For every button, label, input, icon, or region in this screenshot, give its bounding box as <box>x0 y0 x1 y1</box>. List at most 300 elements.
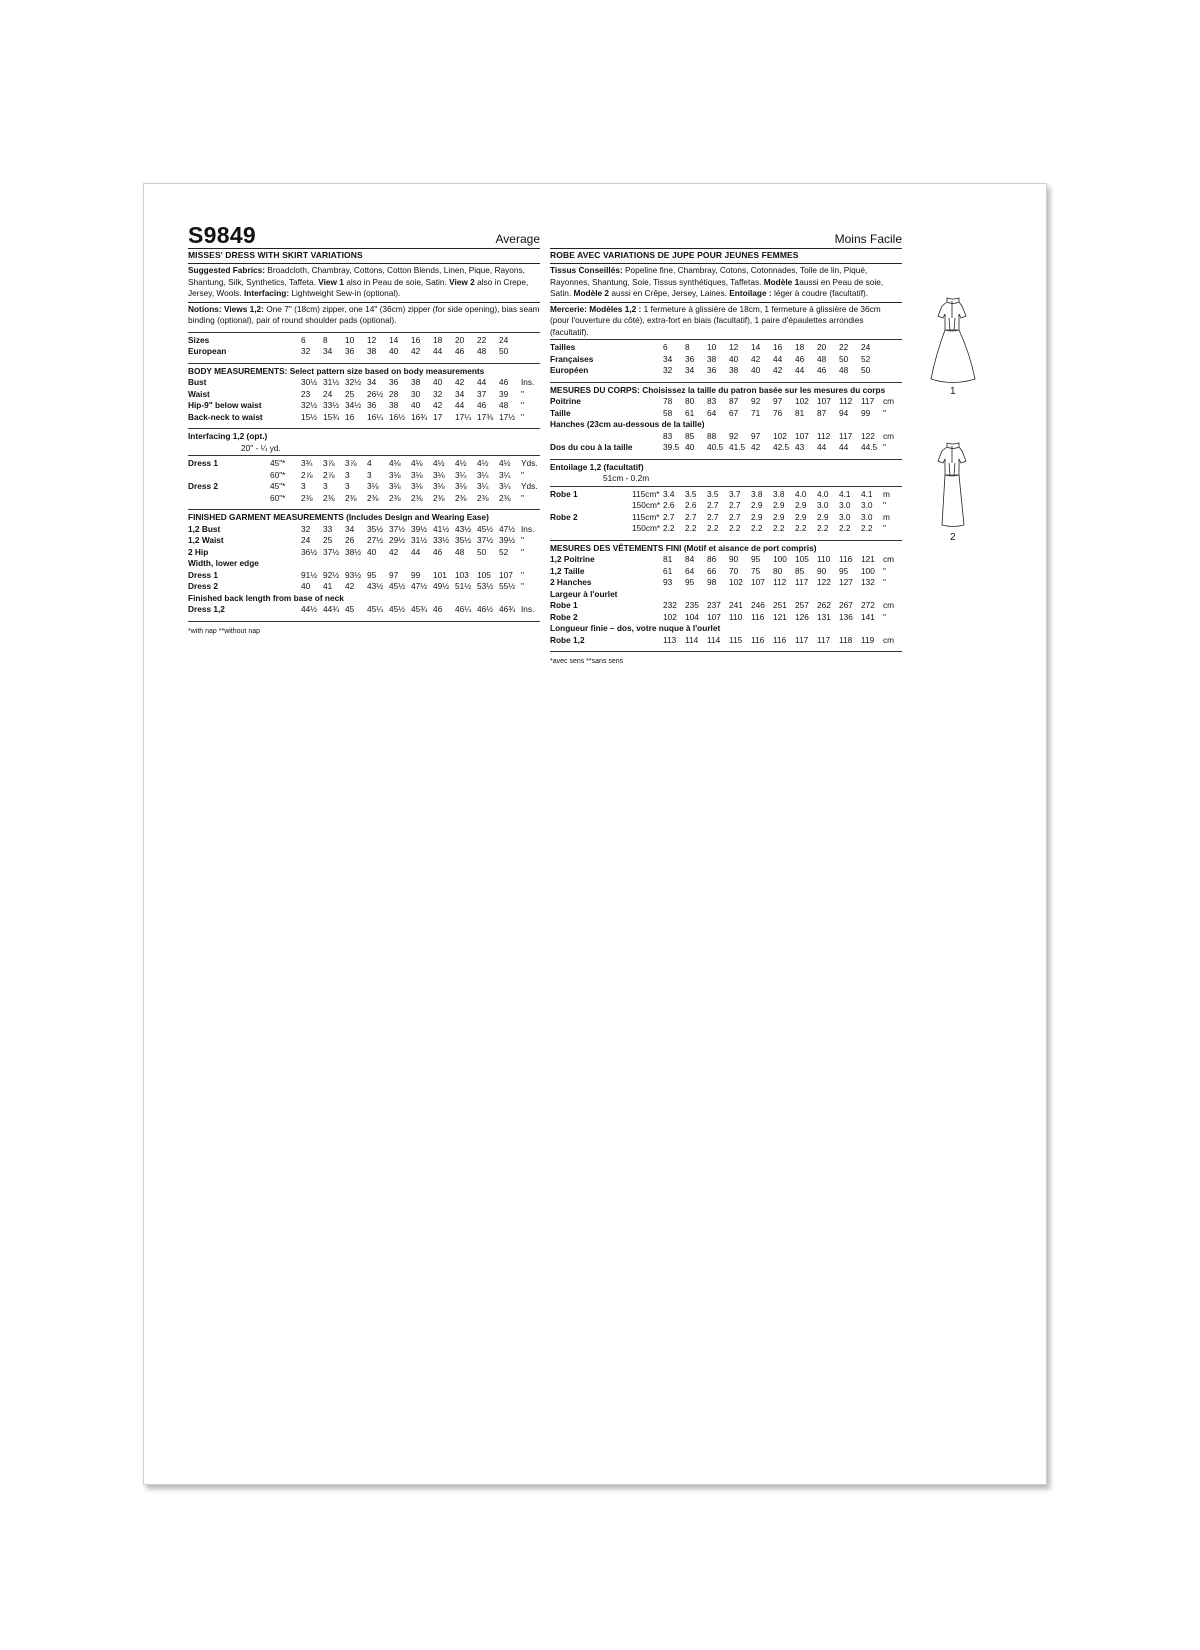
table-cell: 40 <box>411 400 421 410</box>
table-cell: 112 <box>817 430 831 441</box>
table-cell <box>270 604 301 616</box>
table-cell: 38 <box>389 400 399 410</box>
interfacing-label: Interfacing: <box>243 288 290 298</box>
table-cell: 115 <box>729 634 743 645</box>
table-cell: 30 <box>411 388 421 399</box>
english-column <box>188 224 540 636</box>
table-cell: 4⅛ <box>411 458 423 468</box>
table-cell: 29½ <box>389 535 406 545</box>
body-measurements-heading: BODY MEASUREMENTS: Select pattern size based on body measurements <box>188 365 485 376</box>
table-cell: 43 <box>795 442 805 452</box>
table-cell: 2.2 <box>751 523 763 533</box>
table-cell: 3⅛ <box>367 481 379 491</box>
table-cell: 251 <box>773 600 787 610</box>
table-cell: 33 <box>323 523 333 534</box>
table-cell <box>632 408 663 420</box>
table-row <box>188 389 540 401</box>
table-cell: 3⅛ <box>389 469 401 480</box>
row-label: Hanches (23cm au-dessous de la taille) <box>550 419 705 429</box>
table-row <box>550 489 902 501</box>
table-cell: " <box>883 523 886 533</box>
table-cell: " <box>521 546 524 557</box>
table-cell: 36 <box>345 346 355 356</box>
table-cell: cm <box>883 396 895 406</box>
table-cell: 81 <box>663 554 673 564</box>
table-cell: 48 <box>839 365 849 375</box>
row-label: 2 Hip <box>188 546 209 557</box>
table-cell: 42 <box>455 377 465 387</box>
table-cell: 122 <box>861 430 875 441</box>
fabrics-label: Suggested Fabrics: <box>188 265 265 275</box>
table-cell <box>632 600 663 612</box>
table-cell: 237 <box>707 600 721 610</box>
table-cell: 60"* <box>270 492 286 503</box>
table-cell: 80 <box>685 396 695 406</box>
table-cell: 45 <box>345 604 355 614</box>
table-cell: 2.9 <box>773 500 785 510</box>
table-cell: 39½ <box>411 523 428 534</box>
table-cell: 91½ <box>301 569 318 580</box>
row-label: 1,2 Taille <box>550 565 585 576</box>
table-cell <box>632 577 663 589</box>
pattern-envelope-back <box>143 183 1047 1485</box>
difficulty-level: Average <box>495 232 540 246</box>
table-cell: 18 <box>795 342 805 352</box>
table-cell: 49½ <box>433 581 450 591</box>
table-cell: 45"* <box>270 481 286 491</box>
table-cell: " <box>883 611 886 622</box>
row-label: 1,2 Waist <box>188 535 224 545</box>
row-label <box>550 523 632 535</box>
divider <box>550 263 902 264</box>
interfacing-heading: Entoilage 1,2 (facultatif) <box>550 461 644 472</box>
table-row <box>550 554 902 566</box>
divider <box>188 455 540 456</box>
table-cell: 2⅜ <box>367 492 379 503</box>
table-cell <box>632 442 663 454</box>
table-cell: 46 <box>433 604 443 614</box>
table-cell: 50 <box>861 365 871 375</box>
table-cell: 107 <box>751 577 765 587</box>
table-cell: 41 <box>323 581 333 591</box>
finished-measurements-table <box>550 554 902 646</box>
table-cell: 34 <box>663 353 673 364</box>
table-cell: 117 <box>795 634 809 645</box>
table-cell: 84 <box>685 554 695 564</box>
table-cell: 95 <box>367 569 377 580</box>
table-cell: 3¾ <box>301 458 313 468</box>
table-cell: " <box>521 388 524 399</box>
notions-paragraph <box>550 304 902 339</box>
table-cell: 126 <box>795 611 809 622</box>
view2-text: also in Crepe, Jersey, Wools. <box>188 276 529 298</box>
table-cell: 55½ <box>499 581 516 591</box>
table-cell: 3⅛ <box>389 481 401 491</box>
row-label: Robe 1 <box>550 600 578 610</box>
notions-text: One 7" (18cm) zipper, one 14" (36cm) zipper (for side opening), bias seam binding (optional), pair of round shoulder pads (optional). <box>188 303 540 325</box>
table-row <box>188 470 540 482</box>
table-cell: 44 <box>839 442 849 452</box>
table-cell: 15¾ <box>323 411 340 422</box>
table-cell: 40 <box>433 377 443 387</box>
table-cell: 40 <box>729 353 739 364</box>
table-cell: 6 <box>663 342 668 352</box>
table-row <box>550 419 902 431</box>
row-label: Dress 1 <box>188 458 218 468</box>
table-cell: 3 <box>323 481 328 491</box>
table-cell: 2.9 <box>795 500 807 510</box>
divider <box>550 651 902 652</box>
finished-measurements-table <box>188 524 540 616</box>
table-cell: 4½ <box>499 458 511 468</box>
table-cell: " <box>521 411 524 422</box>
pattern-code: S9849 <box>188 222 257 248</box>
table-cell: 2.7 <box>729 500 741 510</box>
table-cell: 232 <box>663 600 677 610</box>
table-cell: 3⅛ <box>455 481 467 491</box>
table-row <box>188 581 540 593</box>
table-cell: 2⅜ <box>323 492 335 503</box>
table-cell <box>632 342 663 354</box>
table-row <box>188 346 540 358</box>
table-cell: 44 <box>455 400 465 410</box>
table-cell: 36 <box>389 377 399 387</box>
table-row <box>188 400 540 412</box>
table-cell: 92 <box>751 396 761 406</box>
table-cell: 2.9 <box>795 511 807 522</box>
table-cell: 24 <box>499 334 509 345</box>
table-cell: 52 <box>499 546 509 557</box>
table-cell: 32 <box>433 388 443 399</box>
table-cell: 40 <box>751 365 761 375</box>
table-cell <box>521 346 540 358</box>
table-row <box>188 335 540 347</box>
table-cell: 132 <box>861 577 875 587</box>
table-cell: Ins. <box>521 377 535 387</box>
row-label <box>550 431 632 443</box>
table-cell: 117 <box>839 430 853 441</box>
table-cell: 26 <box>345 535 355 545</box>
table-cell: 8 <box>685 342 690 352</box>
table-cell: 48 <box>455 546 465 557</box>
table-cell: 3⅛ <box>433 469 445 480</box>
table-cell: 4½ <box>477 458 489 468</box>
table-cell: 97 <box>773 396 783 406</box>
table-cell: 2.7 <box>707 511 719 522</box>
row-label: Dress 1 <box>188 569 218 580</box>
table-cell: 88 <box>707 430 717 441</box>
table-cell: 150cm* <box>632 523 661 533</box>
table-cell: 3.5 <box>685 488 697 499</box>
divider <box>550 382 902 383</box>
table-cell: 2.7 <box>729 511 741 522</box>
interfacing-label: Entoilage : <box>729 288 772 298</box>
table-cell: 16¾ <box>411 411 428 422</box>
table-cell <box>632 431 663 443</box>
divider <box>550 486 902 487</box>
table-cell: 46 <box>477 400 487 410</box>
table-cell: " <box>883 500 886 510</box>
table-cell: 32½ <box>301 400 318 410</box>
table-cell: 98 <box>707 577 717 587</box>
table-cell: 42 <box>389 546 399 557</box>
table-cell: 95 <box>839 565 849 576</box>
view2-label: Modèle 2 <box>573 288 610 298</box>
notions-label: Notions: Views 1,2: <box>188 303 264 314</box>
table-cell: 42 <box>433 400 443 410</box>
table-cell: 38 <box>707 353 717 364</box>
pattern-title: ROBE AVEC VARIATIONS DE JUPE POUR JEUNES FEMMES <box>550 250 799 260</box>
table-cell: 40 <box>301 581 311 591</box>
table-cell: 83 <box>707 396 717 406</box>
table-cell: 46 <box>433 546 443 557</box>
table-cell: Yds. <box>521 481 538 491</box>
table-cell: 246 <box>751 600 765 610</box>
table-cell: 33½ <box>433 535 450 545</box>
table-cell: 80 <box>773 565 783 576</box>
table-cell <box>883 354 902 366</box>
table-cell: 4.1 <box>839 488 851 499</box>
row-label: Taille <box>550 407 571 418</box>
table-cell: 44½ <box>301 604 318 614</box>
table-cell: 40.5 <box>707 442 724 452</box>
table-cell: 2.2 <box>861 523 873 533</box>
table-cell: 2.6 <box>685 500 697 510</box>
table-cell: 127 <box>839 577 853 587</box>
table-cell: 3 <box>367 469 372 480</box>
table-cell: 44 <box>477 377 487 387</box>
table-cell: 27½ <box>367 535 384 545</box>
table-cell: 235 <box>685 600 699 610</box>
table-cell: 17⅜ <box>477 411 494 422</box>
table-cell: 2.2 <box>707 523 719 533</box>
table-cell: 131 <box>817 611 831 622</box>
table-cell: 34 <box>367 377 377 387</box>
table-cell: 64 <box>707 407 717 418</box>
table-cell: 45½ <box>389 604 406 614</box>
table-cell: 118 <box>839 634 853 645</box>
table-row <box>550 612 902 624</box>
table-cell: 257 <box>795 600 809 610</box>
table-cell: 116 <box>751 611 765 622</box>
table-cell: 272 <box>861 600 875 610</box>
table-cell: 3¼ <box>455 469 467 480</box>
table-cell: 34½ <box>345 400 362 410</box>
table-cell: 104 <box>685 611 699 622</box>
table-cell: 70 <box>729 565 739 576</box>
row-label: Waist <box>188 388 210 399</box>
divider <box>550 248 902 249</box>
table-cell: 121 <box>861 554 875 564</box>
table-cell: 38 <box>729 365 739 375</box>
table-cell: 4.1 <box>861 488 873 499</box>
fabrics-paragraph <box>550 265 902 300</box>
table-cell: 46½ <box>477 604 494 614</box>
row-label: Bust <box>188 377 207 387</box>
table-cell: 241 <box>729 600 743 610</box>
view1-text: also in Peau de soie, Satin. <box>343 276 450 287</box>
table-cell: 41½ <box>433 523 450 534</box>
view2-number: 2 <box>950 532 956 543</box>
divider <box>188 509 540 510</box>
table-cell: 100 <box>773 554 787 564</box>
fabrics-label: Tissus Conseillés: <box>550 265 623 275</box>
table-cell: 3.4 <box>663 488 675 499</box>
table-cell: 3¼ <box>477 481 489 491</box>
table-cell: 114 <box>685 634 699 645</box>
table-cell: 97 <box>389 569 399 580</box>
table-cell: 2.2 <box>685 523 697 533</box>
table-cell: 3.5 <box>707 488 719 499</box>
table-cell: 121 <box>773 611 787 622</box>
table-cell: 25 <box>345 388 355 399</box>
table-cell: 105 <box>477 569 491 580</box>
table-cell: 150cm* <box>632 500 661 510</box>
table-cell: 45¼ <box>367 604 384 614</box>
table-cell: 33½ <box>323 400 340 410</box>
table-cell: 2⅜ <box>345 492 357 503</box>
table-cell: 3⅞ <box>323 458 335 468</box>
table-cell: 46¾ <box>499 604 516 614</box>
table-row <box>188 493 540 505</box>
table-cell: m <box>883 511 890 522</box>
table-cell <box>270 524 301 536</box>
table-cell: 37½ <box>389 523 406 534</box>
table-cell: 2⅞ <box>301 469 313 480</box>
table-cell: 45"* <box>270 458 286 468</box>
yardage-table <box>550 489 902 535</box>
row-label: Européen <box>550 365 589 375</box>
table-cell: 35½ <box>455 535 472 545</box>
table-cell: 16¼ <box>367 411 384 422</box>
table-cell: cm <box>883 554 895 564</box>
row-label: Poitrine <box>550 396 581 406</box>
table-cell <box>270 581 301 593</box>
table-cell: 50 <box>499 346 509 356</box>
table-cell: 31½ <box>411 535 428 545</box>
table-cell: 4½ <box>455 458 467 468</box>
table-cell <box>632 365 663 377</box>
table-cell: 32 <box>301 346 311 356</box>
table-cell: 12 <box>729 342 739 352</box>
table-cell: 102 <box>729 577 743 587</box>
row-label: Finished back length from base of neck <box>188 592 344 603</box>
table-row <box>550 431 902 443</box>
table-cell: 114 <box>707 634 721 645</box>
view1-label: Modèle 1 <box>763 276 800 287</box>
body-measurements-heading: MESURES DU CORPS: Choisissez la taille du patron basée sur les mesures du corps <box>550 384 886 395</box>
row-label <box>188 470 270 482</box>
table-row <box>550 577 902 589</box>
table-row <box>550 354 902 366</box>
table-row <box>188 535 540 547</box>
table-cell: 22 <box>477 334 487 345</box>
table-cell: 2.2 <box>817 523 829 533</box>
table-cell: 40 <box>389 346 399 356</box>
table-cell: 92½ <box>323 569 340 580</box>
table-cell: 2.9 <box>751 500 763 510</box>
table-cell: 2⅜ <box>455 492 467 503</box>
table-row <box>188 558 540 570</box>
table-cell: 6 <box>301 334 306 345</box>
table-row <box>188 570 540 582</box>
divider <box>188 363 540 364</box>
table-cell: 90 <box>729 554 739 564</box>
table-cell: 3.0 <box>861 511 873 522</box>
table-cell: 32 <box>301 523 311 534</box>
table-cell: 40 <box>685 442 695 452</box>
table-cell: 44 <box>411 546 421 557</box>
table-cell: 97 <box>751 430 761 441</box>
table-cell: 67 <box>729 407 739 418</box>
table-row <box>550 408 902 420</box>
table-cell: 87 <box>817 407 827 418</box>
row-label: Sizes <box>188 334 210 345</box>
table-cell: 267 <box>839 600 853 610</box>
table-cell: 2.2 <box>839 523 851 533</box>
table-cell: 46 <box>795 353 805 364</box>
table-cell <box>270 389 301 401</box>
table-cell: 32½ <box>345 377 362 387</box>
table-cell: 45¾ <box>411 604 428 614</box>
table-cell: 83 <box>663 430 673 441</box>
row-label: Hip-9" below waist <box>188 400 262 410</box>
table-cell: 3 <box>345 469 350 480</box>
table-cell: 99 <box>411 569 421 580</box>
table-cell: 45½ <box>389 581 406 591</box>
table-cell: 61 <box>685 407 695 418</box>
table-cell: 51½ <box>455 581 472 591</box>
view1-back-sketch <box>928 294 978 384</box>
row-label: 2 Hanches <box>550 577 592 587</box>
table-cell: 107 <box>795 430 809 441</box>
table-cell: cm <box>883 430 895 441</box>
row-label: Robe 2 <box>550 511 578 522</box>
table-row <box>188 593 540 605</box>
divider <box>550 302 902 303</box>
table-cell: 44 <box>817 442 827 452</box>
table-cell: 95 <box>685 577 695 587</box>
table-cell: 4.0 <box>795 488 807 499</box>
table-cell: 3⅛ <box>411 481 423 491</box>
table-row <box>188 481 540 493</box>
table-cell: 44 <box>795 365 805 375</box>
footnote: *avec sens **sans sens <box>550 658 624 665</box>
table-cell: 119 <box>861 634 875 645</box>
table-cell: 48 <box>477 346 487 356</box>
table-cell <box>632 635 663 647</box>
table-cell: 42 <box>751 442 761 452</box>
table-cell: 112 <box>839 396 853 406</box>
divider <box>188 302 540 303</box>
row-label: 1,2 Bust <box>188 523 221 534</box>
divider <box>550 339 902 340</box>
table-cell: 17¼ <box>455 411 472 422</box>
table-cell: 93½ <box>345 569 362 580</box>
table-row <box>550 635 902 647</box>
table-row <box>550 600 902 612</box>
table-cell: 94 <box>839 407 849 418</box>
table-cell: 38 <box>367 346 377 356</box>
table-cell: 47½ <box>411 581 428 591</box>
row-label <box>188 493 270 505</box>
table-cell: 58 <box>663 407 673 418</box>
table-cell: 95 <box>751 554 761 564</box>
divider <box>188 332 540 333</box>
table-cell: 71 <box>751 407 761 418</box>
table-cell: 46 <box>817 365 827 375</box>
table-row <box>550 523 902 535</box>
